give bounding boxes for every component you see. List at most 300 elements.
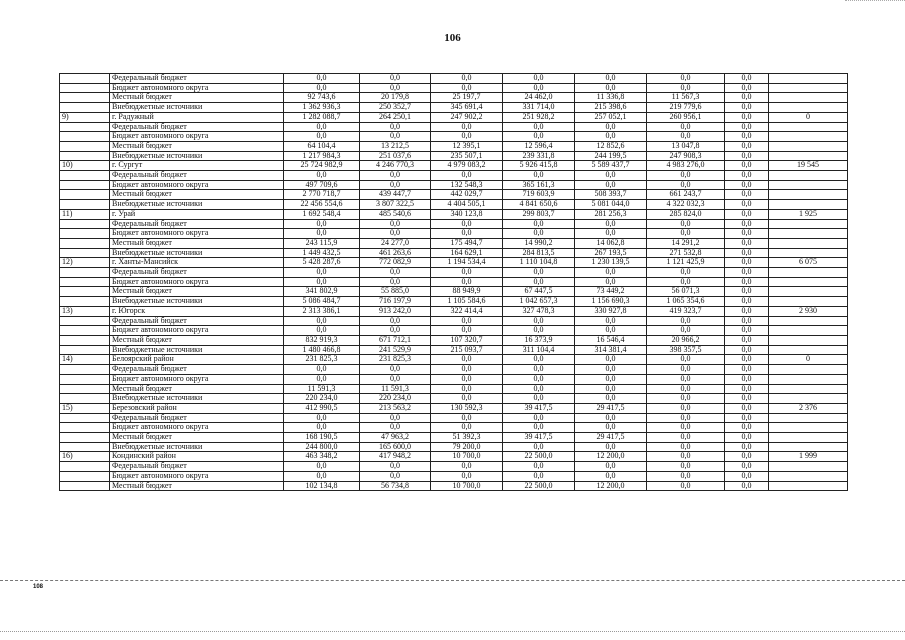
row-number: 9) [60,112,110,122]
value-col-6: 0,0 [725,258,769,268]
value-col-5: 0,0 [647,413,725,423]
row-label: Федеральный бюджет [110,365,284,375]
value-col-2: 12 395,1 [431,141,503,151]
table-row [60,423,848,433]
value-col-4: 0,0 [575,316,647,326]
value-extra [769,74,848,84]
page-bottom-rule [0,580,905,581]
value-col-4: 0,0 [575,355,647,365]
value-extra: 19 545 [769,161,848,171]
value-extra [769,132,848,142]
value-col-3: 299 803,7 [503,209,575,219]
table-row [60,471,848,481]
value-col-2: 0,0 [431,462,503,472]
value-col-2: 0,0 [431,219,503,229]
row-number [60,423,110,433]
value-total: 0,0 [284,229,360,239]
value-col-6: 0,0 [725,413,769,423]
value-col-3: 22 500,0 [503,452,575,462]
row-label: Местный бюджет [110,287,284,297]
value-col-4: 0,0 [575,442,647,452]
value-extra: 2 930 [769,306,848,316]
value-col-1: 231 825,3 [360,355,431,365]
value-total: 0,0 [284,219,360,229]
row-number [60,316,110,326]
table-row [60,481,848,491]
table-row [60,268,848,278]
row-number [60,481,110,491]
value-col-4: 0,0 [575,83,647,93]
value-col-1: 439 447,7 [360,190,431,200]
value-col-4: 0,0 [575,229,647,239]
value-col-5: 13 047,8 [647,141,725,151]
value-col-3: 0,0 [503,229,575,239]
value-col-6: 0,0 [725,365,769,375]
value-col-5: 4 983 276,0 [647,161,725,171]
scan-bottom-edge [0,631,905,632]
value-col-6: 0,0 [725,74,769,84]
table-row [60,433,848,443]
value-col-5: 0,0 [647,394,725,404]
row-number [60,471,110,481]
value-col-5: 0,0 [647,471,725,481]
value-col-2: 0,0 [431,374,503,384]
value-col-2: 340 123,8 [431,209,503,219]
value-col-1: 11 591,3 [360,384,431,394]
row-label: Федеральный бюджет [110,219,284,229]
row-label: Внебюджетные источники [110,248,284,258]
table-row [60,462,848,472]
value-col-1: 24 277,0 [360,238,431,248]
row-label: Кондинский район [110,452,284,462]
row-label: Федеральный бюджет [110,268,284,278]
value-col-6: 0,0 [725,481,769,491]
value-col-4: 0,0 [575,326,647,336]
budget-table [59,73,848,491]
value-col-6: 0,0 [725,141,769,151]
value-col-5: 271 532,8 [647,248,725,258]
value-extra: 0 [769,355,848,365]
row-number: 15) [60,403,110,413]
value-col-3: 0,0 [503,394,575,404]
value-col-3: 1 110 104,8 [503,258,575,268]
value-col-5: 0,0 [647,171,725,181]
value-col-1: 485 540,6 [360,209,431,219]
table-row [60,306,848,316]
value-total: 0,0 [284,413,360,423]
value-total: 1 217 984,3 [284,151,360,161]
row-number [60,83,110,93]
scan-edge-mark [845,0,905,1]
row-label: Внебюджетные источники [110,200,284,210]
table-row [60,122,848,132]
value-col-2: 130 592,3 [431,403,503,413]
row-label: Бюджет автономного округа [110,471,284,481]
value-col-2: 79 200,0 [431,442,503,452]
row-label: Березовский район [110,403,284,413]
value-col-2: 25 197,7 [431,93,503,103]
value-col-2: 345 691,4 [431,103,503,113]
value-col-2: 132 548,3 [431,180,503,190]
table-row [60,161,848,171]
row-label: Внебюджетные источники [110,394,284,404]
value-col-3: 0,0 [503,219,575,229]
row-label: Местный бюджет [110,384,284,394]
row-label: Местный бюджет [110,190,284,200]
value-total: 1 692 548,4 [284,209,360,219]
value-extra [769,345,848,355]
value-col-3: 0,0 [503,462,575,472]
value-col-4: 215 398,6 [575,103,647,113]
value-col-1: 250 352,7 [360,103,431,113]
value-total: 0,0 [284,365,360,375]
row-number [60,93,110,103]
value-col-3: 0,0 [503,471,575,481]
value-total: 243 115,9 [284,238,360,248]
value-col-1: 0,0 [360,326,431,336]
value-total: 2 313 386,1 [284,306,360,316]
value-col-2: 1 105 584,6 [431,297,503,307]
value-col-4: 16 546,4 [575,335,647,345]
value-col-5: 661 243,7 [647,190,725,200]
value-col-3: 5 926 415,8 [503,161,575,171]
value-col-4: 244 199,5 [575,151,647,161]
value-col-2: 0,0 [431,74,503,84]
value-col-3: 0,0 [503,171,575,181]
row-label: Бюджет автономного округа [110,229,284,239]
table-row [60,355,848,365]
value-col-6: 0,0 [725,442,769,452]
row-number: 11) [60,209,110,219]
value-col-3: 0,0 [503,374,575,384]
value-total: 497 709,6 [284,180,360,190]
table-row [60,297,848,307]
row-label: Бюджет автономного округа [110,83,284,93]
row-number [60,374,110,384]
value-col-6: 0,0 [725,374,769,384]
value-col-2: 0,0 [431,229,503,239]
value-col-5: 0,0 [647,229,725,239]
value-col-6: 0,0 [725,297,769,307]
value-col-5: 398 357,5 [647,345,725,355]
value-col-1: 264 250,1 [360,112,431,122]
value-col-5: 0,0 [647,83,725,93]
value-col-5: 0,0 [647,374,725,384]
value-col-4: 29 417,5 [575,403,647,413]
value-col-1: 0,0 [360,74,431,84]
row-label: Бюджет автономного округа [110,326,284,336]
value-extra [769,297,848,307]
value-col-3: 0,0 [503,413,575,423]
value-col-4: 0,0 [575,384,647,394]
value-col-4: 0,0 [575,122,647,132]
row-number [60,74,110,84]
table-row [60,171,848,181]
value-col-3: 0,0 [503,316,575,326]
value-total: 0,0 [284,374,360,384]
value-extra [769,268,848,278]
value-extra [769,219,848,229]
value-col-6: 0,0 [725,103,769,113]
row-label: Федеральный бюджет [110,316,284,326]
value-col-3: 67 447,5 [503,287,575,297]
value-col-5: 20 966,2 [647,335,725,345]
table-row [60,403,848,413]
value-col-1: 47 963,2 [360,433,431,443]
value-total: 412 990,5 [284,403,360,413]
value-col-5: 14 291,2 [647,238,725,248]
value-extra [769,326,848,336]
row-number [60,122,110,132]
row-label: г. Урай [110,209,284,219]
value-col-5: 0,0 [647,132,725,142]
value-extra [769,374,848,384]
value-col-5: 0,0 [647,326,725,336]
value-col-1: 0,0 [360,180,431,190]
value-col-2: 322 414,4 [431,306,503,316]
row-label: Внебюджетные источники [110,151,284,161]
value-col-6: 0,0 [725,355,769,365]
value-col-6: 0,0 [725,462,769,472]
value-extra [769,413,848,423]
table-row [60,74,848,84]
value-col-6: 0,0 [725,248,769,258]
row-label: Местный бюджет [110,481,284,491]
table-row [60,200,848,210]
value-col-5: 0,0 [647,277,725,287]
value-total: 244 800,0 [284,442,360,452]
table-row [60,141,848,151]
value-col-1: 213 563,2 [360,403,431,413]
table-row [60,103,848,113]
value-col-2: 10 700,0 [431,452,503,462]
row-number [60,229,110,239]
value-col-4: 314 381,4 [575,345,647,355]
value-total: 1 362 936,3 [284,103,360,113]
value-col-6: 0,0 [725,471,769,481]
row-label: Местный бюджет [110,93,284,103]
value-total: 0,0 [284,132,360,142]
value-col-3: 327 478,3 [503,306,575,316]
row-number [60,277,110,287]
row-number [60,171,110,181]
row-number [60,394,110,404]
value-col-4: 0,0 [575,365,647,375]
row-label: Местный бюджет [110,433,284,443]
value-col-2: 175 494,7 [431,238,503,248]
value-extra [769,316,848,326]
value-col-1: 0,0 [360,171,431,181]
value-col-5: 0,0 [647,74,725,84]
value-total: 92 743,6 [284,93,360,103]
value-col-3: 22 500,0 [503,481,575,491]
value-col-1: 461 263,6 [360,248,431,258]
row-label: Федеральный бюджет [110,74,284,84]
value-col-3: 0,0 [503,122,575,132]
value-extra [769,471,848,481]
value-total: 341 802,9 [284,287,360,297]
value-col-6: 0,0 [725,452,769,462]
row-number: 14) [60,355,110,365]
table-row [60,287,848,297]
value-col-4: 5 081 044,0 [575,200,647,210]
value-col-5: 0,0 [647,462,725,472]
row-number [60,248,110,258]
value-total: 0,0 [284,471,360,481]
value-col-5: 0,0 [647,452,725,462]
row-label: Белоярский район [110,355,284,365]
value-extra [769,200,848,210]
value-extra [769,151,848,161]
row-number [60,180,110,190]
row-label: Местный бюджет [110,238,284,248]
value-col-6: 0,0 [725,238,769,248]
table-row [60,209,848,219]
value-col-4: 1 156 690,3 [575,297,647,307]
value-col-4: 0,0 [575,462,647,472]
value-col-5: 1 065 354,6 [647,297,725,307]
value-col-6: 0,0 [725,433,769,443]
value-col-1: 0,0 [360,277,431,287]
row-number [60,326,110,336]
table-row [60,394,848,404]
value-extra: 6 075 [769,258,848,268]
value-col-1: 56 734,8 [360,481,431,491]
value-col-3: 4 841 650,6 [503,200,575,210]
value-col-4: 0,0 [575,219,647,229]
value-extra [769,171,848,181]
value-col-1: 0,0 [360,374,431,384]
value-total: 220 234,0 [284,394,360,404]
value-col-3: 0,0 [503,355,575,365]
value-col-4: 330 927,8 [575,306,647,316]
value-col-1: 241 529,9 [360,345,431,355]
value-col-1: 0,0 [360,471,431,481]
row-label: Внебюджетные источники [110,442,284,452]
value-col-5: 419 323,7 [647,306,725,316]
value-extra [769,481,848,491]
value-col-6: 0,0 [725,384,769,394]
value-col-4: 0,0 [575,277,647,287]
row-label: Федеральный бюджет [110,171,284,181]
value-col-6: 0,0 [725,229,769,239]
table-row [60,335,848,345]
footer-page-mark: 108 [33,584,44,590]
value-col-2: 1 194 534,4 [431,258,503,268]
table-row [60,219,848,229]
value-col-3: 0,0 [503,384,575,394]
value-col-4: 5 589 437,7 [575,161,647,171]
value-extra [769,190,848,200]
value-col-2: 88 949,9 [431,287,503,297]
row-number [60,141,110,151]
value-extra [769,103,848,113]
row-number [60,200,110,210]
value-col-6: 0,0 [725,83,769,93]
value-col-3: 331 714,0 [503,103,575,113]
value-col-5: 219 779,6 [647,103,725,113]
row-label: Бюджет автономного округа [110,180,284,190]
value-col-6: 0,0 [725,326,769,336]
value-col-4: 0,0 [575,394,647,404]
value-col-6: 0,0 [725,200,769,210]
value-extra [769,423,848,433]
value-col-5: 285 824,0 [647,209,725,219]
value-col-3: 239 331,8 [503,151,575,161]
value-extra [769,462,848,472]
value-total: 832 919,3 [284,335,360,345]
value-col-6: 0,0 [725,403,769,413]
value-col-5: 0,0 [647,433,725,443]
value-col-3: 0,0 [503,326,575,336]
table-row [60,180,848,190]
row-number [60,219,110,229]
row-number: 13) [60,306,110,316]
value-col-4: 0,0 [575,74,647,84]
value-col-6: 0,0 [725,132,769,142]
table-row [60,151,848,161]
value-extra [769,141,848,151]
value-col-4: 0,0 [575,374,647,384]
row-label: г. Сургут [110,161,284,171]
value-col-3: 0,0 [503,277,575,287]
value-col-4: 11 336,8 [575,93,647,103]
table-row [60,248,848,258]
value-extra [769,365,848,375]
value-col-5: 0,0 [647,442,725,452]
value-col-6: 0,0 [725,161,769,171]
value-col-4: 0,0 [575,132,647,142]
value-col-4: 281 256,3 [575,209,647,219]
value-col-2: 51 392,3 [431,433,503,443]
value-extra [769,335,848,345]
value-col-2: 0,0 [431,171,503,181]
value-col-6: 0,0 [725,394,769,404]
value-col-6: 0,0 [725,209,769,219]
row-number [60,151,110,161]
value-col-4: 0,0 [575,413,647,423]
value-col-3: 0,0 [503,442,575,452]
row-number [60,462,110,472]
row-label: Федеральный бюджет [110,413,284,423]
budget-table-body [60,74,848,491]
value-extra [769,433,848,443]
row-number [60,365,110,375]
table-row [60,413,848,423]
value-col-4: 0,0 [575,180,647,190]
value-col-2: 4 404 505,1 [431,200,503,210]
table-row [60,190,848,200]
table-row [60,384,848,394]
value-col-4: 1 230 139,5 [575,258,647,268]
value-col-3: 16 373,9 [503,335,575,345]
row-label: Федеральный бюджет [110,462,284,472]
value-col-5: 247 908,3 [647,151,725,161]
table-row [60,258,848,268]
value-total: 64 104,4 [284,141,360,151]
value-col-3: 14 990,2 [503,238,575,248]
value-col-4: 267 193,5 [575,248,647,258]
value-col-3: 39 417,5 [503,433,575,443]
value-extra [769,442,848,452]
table-row [60,277,848,287]
value-col-2: 4 979 083,2 [431,161,503,171]
row-number [60,384,110,394]
row-label: Бюджет автономного округа [110,423,284,433]
value-col-5: 0,0 [647,481,725,491]
table-row [60,112,848,122]
value-col-6: 0,0 [725,219,769,229]
